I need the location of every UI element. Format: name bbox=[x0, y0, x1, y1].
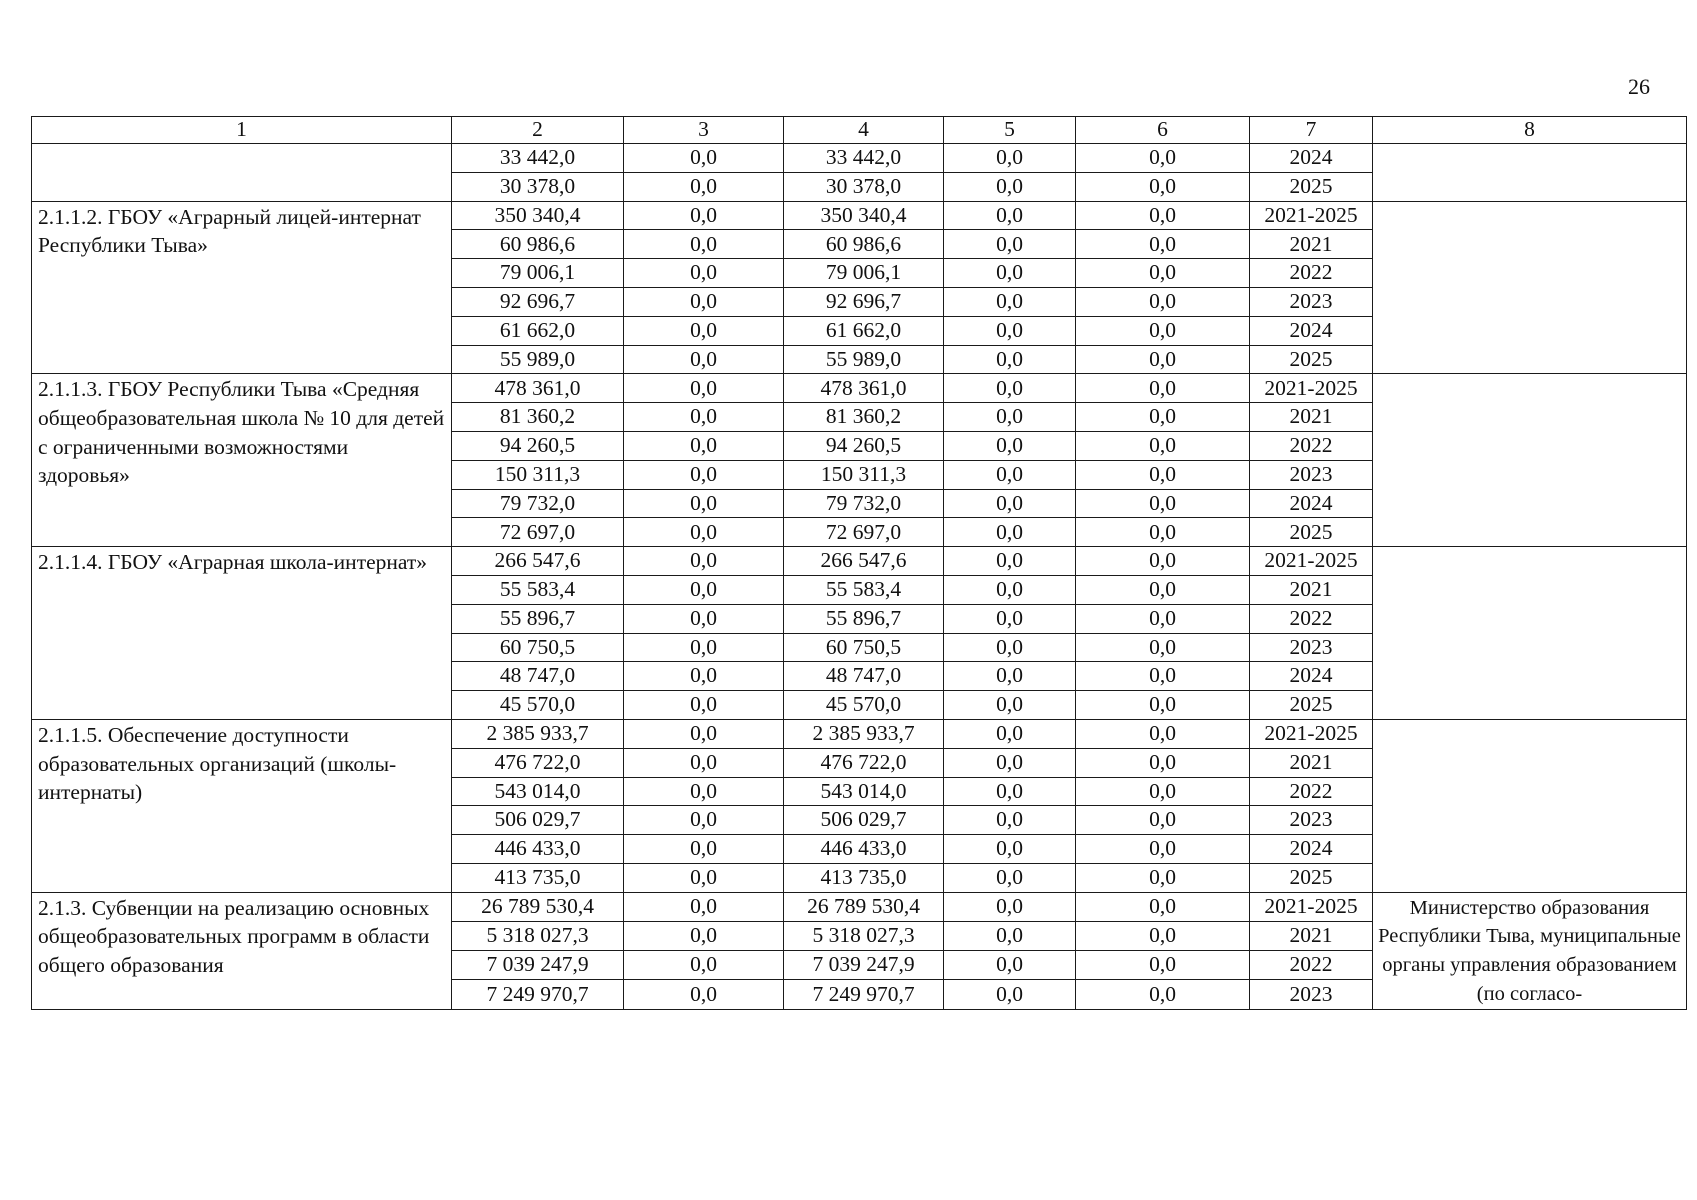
amount-total-cell: 72 697,0 bbox=[452, 518, 624, 547]
year-cell: 2023 bbox=[1250, 980, 1373, 1009]
amount-republic-cell: 350 340,4 bbox=[784, 201, 944, 230]
amount-republic-cell: 2 385 933,7 bbox=[784, 719, 944, 748]
year-cell: 2022 bbox=[1250, 259, 1373, 288]
amount-municipal-cell: 0,0 bbox=[944, 431, 1076, 460]
amount-federal-cell: 0,0 bbox=[624, 201, 784, 230]
amount-municipal-cell: 0,0 bbox=[944, 259, 1076, 288]
amount-federal-cell: 0,0 bbox=[624, 777, 784, 806]
amount-total-cell: 7 249 970,7 bbox=[452, 980, 624, 1009]
year-cell: 2022 bbox=[1250, 777, 1373, 806]
amount-municipal-cell: 0,0 bbox=[944, 604, 1076, 633]
amount-extrabudget-cell: 0,0 bbox=[1076, 144, 1250, 173]
amount-extrabudget-cell: 0,0 bbox=[1076, 547, 1250, 576]
amount-municipal-cell: 0,0 bbox=[944, 633, 1076, 662]
amount-extrabudget-cell: 0,0 bbox=[1076, 518, 1250, 547]
amount-municipal-cell: 0,0 bbox=[944, 806, 1076, 835]
year-cell: 2024 bbox=[1250, 144, 1373, 173]
amount-total-cell: 61 662,0 bbox=[452, 316, 624, 345]
amount-federal-cell: 0,0 bbox=[624, 951, 784, 980]
column-number-7: 7 bbox=[1250, 117, 1373, 144]
amount-republic-cell: 543 014,0 bbox=[784, 777, 944, 806]
amount-municipal-cell: 0,0 bbox=[944, 345, 1076, 374]
amount-federal-cell: 0,0 bbox=[624, 431, 784, 460]
amount-republic-cell: 7 249 970,7 bbox=[784, 980, 944, 1009]
column-number-8: 8 bbox=[1373, 117, 1687, 144]
amount-extrabudget-cell: 0,0 bbox=[1076, 431, 1250, 460]
amount-republic-cell: 55 989,0 bbox=[784, 345, 944, 374]
amount-municipal-cell: 0,0 bbox=[944, 316, 1076, 345]
amount-republic-cell: 48 747,0 bbox=[784, 662, 944, 691]
amount-municipal-cell: 0,0 bbox=[944, 489, 1076, 518]
amount-municipal-cell: 0,0 bbox=[944, 980, 1076, 1009]
amount-federal-cell: 0,0 bbox=[624, 662, 784, 691]
amount-extrabudget-cell: 0,0 bbox=[1076, 403, 1250, 432]
amount-federal-cell: 0,0 bbox=[624, 316, 784, 345]
column-number-4: 4 bbox=[784, 117, 944, 144]
amount-total-cell: 30 378,0 bbox=[452, 172, 624, 201]
amount-municipal-cell: 0,0 bbox=[944, 547, 1076, 576]
table-row bbox=[32, 892, 1687, 921]
amount-federal-cell: 0,0 bbox=[624, 345, 784, 374]
amount-federal-cell: 0,0 bbox=[624, 604, 784, 633]
amount-total-cell: 5 318 027,3 bbox=[452, 921, 624, 950]
year-cell: 2022 bbox=[1250, 431, 1373, 460]
activity-name-cell: 2.1.1.5. Обеспечение доступности образовательных организаций (школы-интернаты) bbox=[32, 719, 452, 892]
year-cell: 2023 bbox=[1250, 460, 1373, 489]
amount-total-cell: 2 385 933,7 bbox=[452, 719, 624, 748]
amount-total-cell: 48 747,0 bbox=[452, 662, 624, 691]
responsible-cell bbox=[1373, 144, 1687, 202]
year-cell: 2021 bbox=[1250, 921, 1373, 950]
amount-municipal-cell: 0,0 bbox=[944, 403, 1076, 432]
amount-extrabudget-cell: 0,0 bbox=[1076, 460, 1250, 489]
amount-republic-cell: 446 433,0 bbox=[784, 835, 944, 864]
amount-republic-cell: 478 361,0 bbox=[784, 374, 944, 403]
amount-republic-cell: 92 696,7 bbox=[784, 287, 944, 316]
amount-total-cell: 478 361,0 bbox=[452, 374, 624, 403]
amount-federal-cell: 0,0 bbox=[624, 575, 784, 604]
amount-extrabudget-cell: 0,0 bbox=[1076, 892, 1250, 921]
table-row bbox=[32, 374, 1687, 403]
amount-municipal-cell: 0,0 bbox=[944, 230, 1076, 259]
table-row bbox=[32, 719, 1687, 748]
column-number-row bbox=[32, 117, 1687, 144]
amount-extrabudget-cell: 0,0 bbox=[1076, 835, 1250, 864]
amount-extrabudget-cell: 0,0 bbox=[1076, 951, 1250, 980]
amount-federal-cell: 0,0 bbox=[624, 921, 784, 950]
responsible-cell: Министерство образования Республики Тыва, муниципальные органы управления образованием (по согласо- bbox=[1373, 892, 1687, 1009]
column-number-2: 2 bbox=[452, 117, 624, 144]
amount-republic-cell: 150 311,3 bbox=[784, 460, 944, 489]
amount-municipal-cell: 0,0 bbox=[944, 374, 1076, 403]
amount-extrabudget-cell: 0,0 bbox=[1076, 201, 1250, 230]
year-cell: 2022 bbox=[1250, 951, 1373, 980]
year-cell: 2021-2025 bbox=[1250, 201, 1373, 230]
amount-republic-cell: 506 029,7 bbox=[784, 806, 944, 835]
year-cell: 2021 bbox=[1250, 230, 1373, 259]
year-cell: 2023 bbox=[1250, 806, 1373, 835]
amount-extrabudget-cell: 0,0 bbox=[1076, 345, 1250, 374]
amount-total-cell: 26 789 530,4 bbox=[452, 892, 624, 921]
amount-total-cell: 55 989,0 bbox=[452, 345, 624, 374]
amount-federal-cell: 0,0 bbox=[624, 691, 784, 720]
amount-extrabudget-cell: 0,0 bbox=[1076, 777, 1250, 806]
amount-total-cell: 55 583,4 bbox=[452, 575, 624, 604]
amount-extrabudget-cell: 0,0 bbox=[1076, 172, 1250, 201]
column-number-1: 1 bbox=[32, 117, 452, 144]
table-row bbox=[32, 547, 1687, 576]
amount-total-cell: 506 029,7 bbox=[452, 806, 624, 835]
responsible-cell bbox=[1373, 719, 1687, 892]
amount-republic-cell: 60 750,5 bbox=[784, 633, 944, 662]
amount-municipal-cell: 0,0 bbox=[944, 201, 1076, 230]
amount-total-cell: 446 433,0 bbox=[452, 835, 624, 864]
amount-republic-cell: 60 986,6 bbox=[784, 230, 944, 259]
amount-total-cell: 543 014,0 bbox=[452, 777, 624, 806]
amount-extrabudget-cell: 0,0 bbox=[1076, 230, 1250, 259]
amount-extrabudget-cell: 0,0 bbox=[1076, 863, 1250, 892]
amount-federal-cell: 0,0 bbox=[624, 460, 784, 489]
amount-municipal-cell: 0,0 bbox=[944, 691, 1076, 720]
amount-total-cell: 476 722,0 bbox=[452, 748, 624, 777]
amount-total-cell: 81 360,2 bbox=[452, 403, 624, 432]
budget-table bbox=[31, 116, 1687, 1010]
amount-extrabudget-cell: 0,0 bbox=[1076, 980, 1250, 1009]
amount-republic-cell: 33 442,0 bbox=[784, 144, 944, 173]
amount-republic-cell: 94 260,5 bbox=[784, 431, 944, 460]
amount-republic-cell: 45 570,0 bbox=[784, 691, 944, 720]
amount-federal-cell: 0,0 bbox=[624, 144, 784, 173]
amount-republic-cell: 79 732,0 bbox=[784, 489, 944, 518]
activity-name-cell: 2.1.1.3. ГБОУ Республики Тыва «Средняя общеобразовательная школа № 10 для детей с ограниченными возможностями здоровья» bbox=[32, 374, 452, 547]
responsible-cell bbox=[1373, 201, 1687, 374]
amount-republic-cell: 30 378,0 bbox=[784, 172, 944, 201]
table-row bbox=[32, 144, 1687, 173]
amount-republic-cell: 55 896,7 bbox=[784, 604, 944, 633]
amount-total-cell: 60 750,5 bbox=[452, 633, 624, 662]
amount-republic-cell: 7 039 247,9 bbox=[784, 951, 944, 980]
amount-municipal-cell: 0,0 bbox=[944, 921, 1076, 950]
amount-municipal-cell: 0,0 bbox=[944, 863, 1076, 892]
amount-federal-cell: 0,0 bbox=[624, 633, 784, 662]
page-number: 26 bbox=[1628, 74, 1650, 99]
year-cell: 2023 bbox=[1250, 287, 1373, 316]
amount-federal-cell: 0,0 bbox=[624, 489, 784, 518]
amount-federal-cell: 0,0 bbox=[624, 892, 784, 921]
year-cell: 2021 bbox=[1250, 748, 1373, 777]
amount-municipal-cell: 0,0 bbox=[944, 518, 1076, 547]
year-cell: 2021-2025 bbox=[1250, 892, 1373, 921]
amount-federal-cell: 0,0 bbox=[624, 403, 784, 432]
amount-total-cell: 350 340,4 bbox=[452, 201, 624, 230]
year-cell: 2021-2025 bbox=[1250, 374, 1373, 403]
amount-republic-cell: 266 547,6 bbox=[784, 547, 944, 576]
amount-extrabudget-cell: 0,0 bbox=[1076, 489, 1250, 518]
amount-total-cell: 413 735,0 bbox=[452, 863, 624, 892]
activity-name-cell: 2.1.1.4. ГБОУ «Аграрная школа-интернат» bbox=[32, 547, 452, 720]
amount-municipal-cell: 0,0 bbox=[944, 460, 1076, 489]
year-cell: 2023 bbox=[1250, 633, 1373, 662]
amount-republic-cell: 72 697,0 bbox=[784, 518, 944, 547]
amount-federal-cell: 0,0 bbox=[624, 863, 784, 892]
amount-municipal-cell: 0,0 bbox=[944, 748, 1076, 777]
column-number-3: 3 bbox=[624, 117, 784, 144]
amount-municipal-cell: 0,0 bbox=[944, 575, 1076, 604]
year-cell: 2024 bbox=[1250, 316, 1373, 345]
amount-municipal-cell: 0,0 bbox=[944, 892, 1076, 921]
amount-republic-cell: 61 662,0 bbox=[784, 316, 944, 345]
amount-total-cell: 94 260,5 bbox=[452, 431, 624, 460]
amount-extrabudget-cell: 0,0 bbox=[1076, 287, 1250, 316]
amount-extrabudget-cell: 0,0 bbox=[1076, 806, 1250, 835]
amount-total-cell: 60 986,6 bbox=[452, 230, 624, 259]
responsible-cell bbox=[1373, 374, 1687, 547]
amount-extrabudget-cell: 0,0 bbox=[1076, 633, 1250, 662]
amount-municipal-cell: 0,0 bbox=[944, 662, 1076, 691]
year-cell: 2025 bbox=[1250, 518, 1373, 547]
amount-extrabudget-cell: 0,0 bbox=[1076, 921, 1250, 950]
amount-republic-cell: 79 006,1 bbox=[784, 259, 944, 288]
amount-total-cell: 79 732,0 bbox=[452, 489, 624, 518]
amount-total-cell: 266 547,6 bbox=[452, 547, 624, 576]
amount-republic-cell: 413 735,0 bbox=[784, 863, 944, 892]
amount-extrabudget-cell: 0,0 bbox=[1076, 316, 1250, 345]
amount-extrabudget-cell: 0,0 bbox=[1076, 575, 1250, 604]
amount-extrabudget-cell: 0,0 bbox=[1076, 604, 1250, 633]
amount-federal-cell: 0,0 bbox=[624, 518, 784, 547]
amount-extrabudget-cell: 0,0 bbox=[1076, 719, 1250, 748]
amount-republic-cell: 81 360,2 bbox=[784, 403, 944, 432]
column-number-5: 5 bbox=[944, 117, 1076, 144]
amount-extrabudget-cell: 0,0 bbox=[1076, 259, 1250, 288]
amount-municipal-cell: 0,0 bbox=[944, 287, 1076, 316]
amount-total-cell: 92 696,7 bbox=[452, 287, 624, 316]
year-cell: 2021-2025 bbox=[1250, 547, 1373, 576]
amount-republic-cell: 55 583,4 bbox=[784, 575, 944, 604]
table-row bbox=[32, 201, 1687, 230]
year-cell: 2025 bbox=[1250, 172, 1373, 201]
amount-municipal-cell: 0,0 bbox=[944, 172, 1076, 201]
amount-federal-cell: 0,0 bbox=[624, 835, 784, 864]
amount-total-cell: 55 896,7 bbox=[452, 604, 624, 633]
activity-name-cell: 2.1.3. Субвенции на реализацию основных общеобразовательных программ в области общего образования bbox=[32, 892, 452, 1009]
amount-municipal-cell: 0,0 bbox=[944, 777, 1076, 806]
amount-total-cell: 150 311,3 bbox=[452, 460, 624, 489]
amount-federal-cell: 0,0 bbox=[624, 259, 784, 288]
amount-federal-cell: 0,0 bbox=[624, 374, 784, 403]
amount-republic-cell: 5 318 027,3 bbox=[784, 921, 944, 950]
year-cell: 2021 bbox=[1250, 403, 1373, 432]
amount-total-cell: 33 442,0 bbox=[452, 144, 624, 173]
column-number-6: 6 bbox=[1076, 117, 1250, 144]
amount-extrabudget-cell: 0,0 bbox=[1076, 748, 1250, 777]
amount-total-cell: 7 039 247,9 bbox=[452, 951, 624, 980]
year-cell: 2025 bbox=[1250, 691, 1373, 720]
amount-federal-cell: 0,0 bbox=[624, 172, 784, 201]
amount-municipal-cell: 0,0 bbox=[944, 951, 1076, 980]
amount-federal-cell: 0,0 bbox=[624, 719, 784, 748]
activity-name-cell: 2.1.1.2. ГБОУ «Аграрный лицей-интернат Республики Тыва» bbox=[32, 201, 452, 374]
amount-municipal-cell: 0,0 bbox=[944, 719, 1076, 748]
year-cell: 2025 bbox=[1250, 863, 1373, 892]
amount-republic-cell: 476 722,0 bbox=[784, 748, 944, 777]
year-cell: 2024 bbox=[1250, 662, 1373, 691]
amount-extrabudget-cell: 0,0 bbox=[1076, 662, 1250, 691]
amount-total-cell: 79 006,1 bbox=[452, 259, 624, 288]
amount-republic-cell: 26 789 530,4 bbox=[784, 892, 944, 921]
year-cell: 2024 bbox=[1250, 835, 1373, 864]
amount-municipal-cell: 0,0 bbox=[944, 144, 1076, 173]
year-cell: 2022 bbox=[1250, 604, 1373, 633]
activity-name-cell bbox=[32, 144, 452, 202]
amount-federal-cell: 0,0 bbox=[624, 980, 784, 1009]
year-cell: 2024 bbox=[1250, 489, 1373, 518]
amount-federal-cell: 0,0 bbox=[624, 287, 784, 316]
year-cell: 2021-2025 bbox=[1250, 719, 1373, 748]
amount-total-cell: 45 570,0 bbox=[452, 691, 624, 720]
amount-federal-cell: 0,0 bbox=[624, 547, 784, 576]
amount-federal-cell: 0,0 bbox=[624, 748, 784, 777]
amount-municipal-cell: 0,0 bbox=[944, 835, 1076, 864]
amount-federal-cell: 0,0 bbox=[624, 230, 784, 259]
amount-federal-cell: 0,0 bbox=[624, 806, 784, 835]
amount-extrabudget-cell: 0,0 bbox=[1076, 374, 1250, 403]
year-cell: 2025 bbox=[1250, 345, 1373, 374]
amount-extrabudget-cell: 0,0 bbox=[1076, 691, 1250, 720]
year-cell: 2021 bbox=[1250, 575, 1373, 604]
responsible-cell bbox=[1373, 547, 1687, 720]
